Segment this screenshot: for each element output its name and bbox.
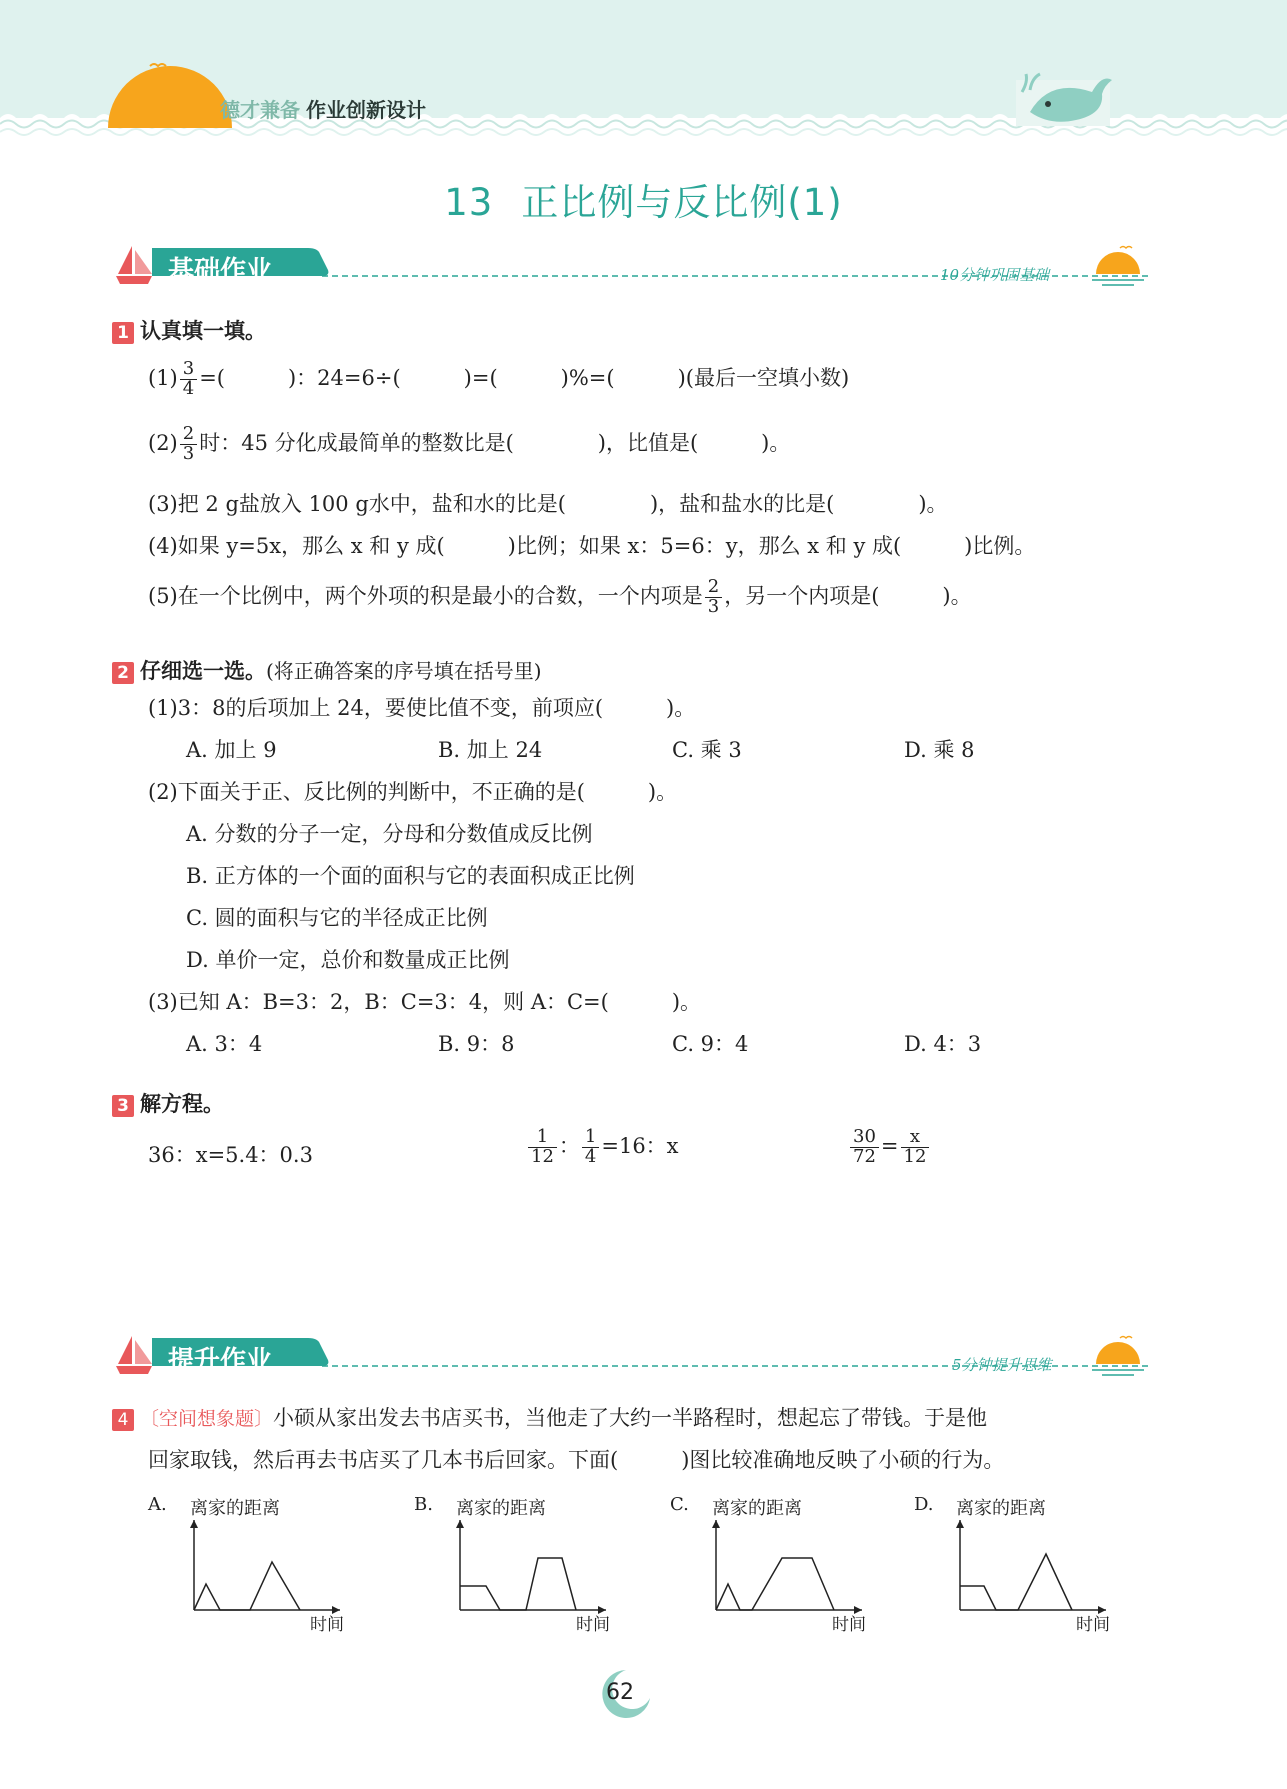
brand-right: 作业创新设计	[306, 98, 426, 122]
equation-2	[526, 1128, 679, 1167]
q4-line-1	[112, 1408, 987, 1431]
section-advanced-time: 5分钟提升思维	[952, 1356, 1052, 1374]
section-basic-label: 基础作业	[168, 256, 273, 286]
q1-item-5	[148, 578, 972, 617]
q2-3-option-c: C. 9：4	[672, 1032, 749, 1056]
fraction	[901, 1128, 930, 1167]
graph-c-letter: C.	[670, 1494, 689, 1515]
fraction-num: 30	[850, 1128, 879, 1148]
sailboat-icon	[116, 1336, 152, 1374]
q4-line-2: 回家取钱，然后再去书店买了几本书后回家。下面( )图比较准确地反映了小硕的行为。	[148, 1448, 1005, 1472]
q1-item-2	[148, 425, 790, 464]
q2-2-option-d: D. 单价一定，总价和数量成正比例	[186, 948, 510, 972]
graph-c	[712, 1518, 872, 1618]
fraction	[528, 1128, 557, 1167]
q2-heading	[112, 655, 542, 685]
fraction-den: 12	[531, 1145, 554, 1167]
q2-1-option-d: D. 乘 8	[904, 738, 975, 762]
q2-1-option-c: C. 乘 3	[672, 738, 742, 762]
fraction-den: 4	[182, 377, 195, 399]
graph-d-letter: D.	[914, 1494, 934, 1515]
fraction	[180, 360, 197, 399]
q4-text-1: 小硕从家出发去书店买书，当他走了大约一半路程时，想起忘了带钱。于是他	[273, 1406, 988, 1430]
q2-3-stem: (3)已知 A：B=3：2，B：C=3：4，则 A：C=( )。	[148, 990, 702, 1014]
fraction-den: 3	[182, 442, 195, 464]
fraction-num: 2	[180, 425, 197, 445]
fraction-num: x	[901, 1128, 930, 1148]
q1-2-text: 时：45 分化成最简单的整数比是( )，比值是( )。	[199, 430, 791, 455]
fraction	[850, 1128, 879, 1167]
q1-number: 1	[112, 322, 134, 344]
equals-sign: =	[880, 1133, 899, 1158]
graph-c-xlabel: 时间	[832, 1615, 866, 1635]
graph-b	[456, 1518, 616, 1618]
q1-item-4: (4)如果 y=5x，那么 x 和 y 成( )比例；如果 x：5=6：y，那么 x 和 y 成( )比例。	[148, 534, 1036, 558]
graph-a-letter: A.	[148, 1494, 167, 1515]
section-basic-time: 10分钟巩固基础	[940, 266, 1050, 284]
graph-d	[956, 1518, 1116, 1618]
q2-number: 2	[112, 662, 134, 684]
graph-b-letter: B.	[414, 1494, 433, 1515]
fraction-num: 3	[180, 360, 197, 380]
q1-1-text: =( )：24=6÷( )=( )%=( )(最后一空填小数)	[199, 365, 850, 390]
q3-number: 3	[112, 1095, 134, 1117]
graph-a-ylabel: 离家的距离	[190, 1498, 280, 1519]
brand-left: 德才兼备	[220, 98, 300, 122]
q1-heading-text: 认真填一填。	[140, 319, 266, 343]
q2-1-stem: (1)3：8的后项加上 24，要使比值不变，前项应( )。	[148, 696, 696, 720]
fraction-den: 12	[903, 1145, 927, 1167]
sunset-icon	[1092, 247, 1144, 286]
q2-3-option-d: D. 4：3	[904, 1032, 982, 1056]
q3-heading-text: 解方程。	[140, 1092, 224, 1116]
sunset-icon	[1092, 1337, 1144, 1376]
q1-5-prefix: (5)在一个比例中，两个外项的积是最小的合数，一个内项是	[148, 583, 703, 608]
graph-a-xlabel: 时间	[310, 1615, 344, 1635]
graph-b-xlabel: 时间	[576, 1615, 610, 1635]
q4-number: 4	[112, 1409, 134, 1431]
q3-heading	[112, 1088, 224, 1118]
fraction	[180, 425, 197, 464]
graph-c-ylabel: 离家的距离	[712, 1498, 802, 1519]
page-title	[0, 172, 1287, 226]
q2-heading-note: (将正确答案的序号填在括号里)	[266, 659, 542, 683]
header-banner	[0, 0, 1287, 150]
equation-1: 36：x=5.4：0.3	[148, 1143, 313, 1167]
q2-1-option-a: A. 加上 9	[186, 738, 277, 762]
q1-2-prefix: (2)	[148, 430, 178, 455]
q2-2-option-c: C. 圆的面积与它的半径成正比例	[186, 906, 488, 930]
q4-tag: 〔空间想象题〕	[140, 1408, 274, 1430]
series-brand	[220, 94, 426, 123]
fraction	[582, 1128, 599, 1167]
q2-heading-text: 仔细选一选。	[140, 659, 266, 683]
section-advanced-label: 提升作业	[168, 1346, 273, 1376]
lesson-title: 正比例与反比例(1)	[521, 181, 843, 224]
fraction-num: 1	[582, 1128, 599, 1148]
graph-a	[190, 1518, 350, 1618]
equation-3	[848, 1128, 931, 1167]
fraction-num: 1	[528, 1128, 557, 1148]
fraction-den: 4	[584, 1145, 597, 1167]
q2-2-option-b: B. 正方体的一个面的面积与它的表面积成正比例	[186, 864, 635, 888]
q1-heading	[112, 315, 266, 345]
fraction-den: 72	[853, 1145, 876, 1167]
q1-item-1	[148, 360, 849, 399]
whale-icon	[1016, 74, 1112, 126]
q2-2-option-a: A. 分数的分子一定，分母和分数值成反比例	[186, 822, 593, 846]
q2-2-stem: (2)下面关于正、反比例的判断中，不正确的是( )。	[148, 780, 678, 804]
fraction-num: 2	[705, 578, 722, 598]
equation-2-rest: =16：x	[601, 1133, 679, 1158]
q2-1-option-b: B. 加上 24	[438, 738, 543, 762]
graph-b-ylabel: 离家的距离	[456, 1498, 546, 1519]
graph-d-xlabel: 时间	[1076, 1615, 1110, 1635]
q1-1-prefix: (1)	[148, 365, 178, 390]
q2-3-option-b: B. 9：8	[438, 1032, 515, 1056]
ratio-colon: ：	[558, 1133, 580, 1158]
page-number: 62	[606, 1680, 634, 1705]
graph-d-ylabel: 离家的距离	[956, 1498, 1046, 1519]
sailboat-icon	[116, 246, 152, 284]
q1-item-3: (3)把 2 g盐放入 100 g水中，盐和水的比是( )，盐和盐水的比是( )。	[148, 492, 948, 516]
lesson-number: 13	[444, 181, 494, 224]
fraction	[705, 578, 722, 617]
fraction-den: 3	[707, 595, 720, 617]
q2-3-option-a: A. 3：4	[186, 1032, 263, 1056]
q1-5-text: ，另一个内项是( )。	[724, 583, 972, 608]
